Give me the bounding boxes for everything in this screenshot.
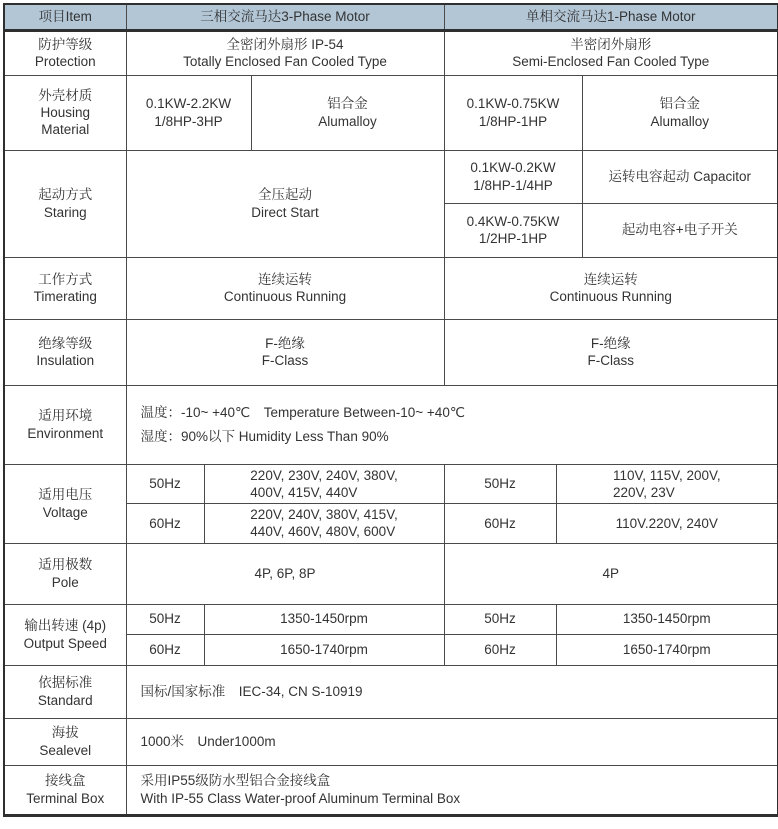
value-en: Continuous Running (223, 289, 347, 304)
label-en: Timerating (33, 289, 97, 304)
label-en: Output Speed (23, 635, 107, 651)
value-line: 1350-1450rpm (280, 611, 368, 627)
freq-label: 50Hz (149, 476, 181, 492)
label-cn: 海拔 (51, 725, 79, 741)
cell-terminal-label (4, 765, 126, 815)
cell-voltage-label (4, 464, 126, 543)
cell-terminal-value (126, 765, 778, 815)
label-en: Staring (43, 204, 87, 220)
label-cn: 适用环境 (38, 408, 93, 424)
cell-staring-label (4, 150, 126, 257)
value-line: 湿度：90%以下 Humidity Less Than 90% (140, 429, 389, 444)
cell-housing-label (4, 75, 126, 150)
label-cn: 外壳材质 (38, 87, 93, 103)
cell-speed-one-freq-60 (444, 634, 556, 665)
value-line: 220V, 240V, 380V, 415V, (250, 507, 398, 523)
cell-insulation-label (4, 319, 126, 385)
freq-label: 60Hz (484, 515, 516, 531)
cell-sealevel-label (4, 718, 126, 765)
label-cn: 适用电压 (38, 487, 93, 503)
cell-pole-label (4, 543, 126, 604)
value-en: F-Class (261, 353, 309, 368)
value-line: 1/8HP-1/4HP (473, 177, 553, 193)
label-cn: 工作方式 (38, 271, 93, 287)
cell-pole-one-phase (444, 543, 778, 604)
value-line: 400V, 415V, 440V (250, 484, 358, 500)
cell-protection-three-phase (126, 30, 444, 75)
value-line: 1350-1450rpm (622, 611, 711, 627)
cell-insulation-one-phase (444, 319, 778, 385)
value-cn: 全密闭外扇形 IP-54 (226, 36, 344, 52)
value-en: Alumalloy (318, 113, 377, 129)
cell-timerating-three-phase (126, 257, 444, 319)
label-en: Material (41, 122, 90, 138)
value-en: Totally Enclosed Fan Cooled Type (183, 54, 387, 69)
cell-pole-three-phase (126, 543, 444, 604)
row-speed-50 (4, 604, 778, 634)
cell-voltage-three-60 (204, 504, 444, 544)
header-three-phase-label: 三相交流马达3-Phase Motor (200, 9, 370, 25)
value-en: Semi-Enclosed Fan Cooled Type (512, 54, 710, 69)
cell-timerating-one-phase (444, 257, 778, 319)
value-line: 4P (602, 565, 620, 581)
value-line: 220V, 23V (612, 484, 675, 500)
value-line: 110V.220V, 240V (615, 515, 718, 531)
freq-label: 60Hz (484, 641, 516, 657)
cell-staring-one-method-1 (582, 150, 778, 203)
label-cn: 依据标准 (38, 675, 93, 691)
cell-staring-one-range-2 (444, 203, 582, 257)
row-standard (4, 665, 778, 718)
freq-label: 60Hz (149, 641, 181, 657)
row-terminal-box (4, 765, 778, 815)
value-line: 0.1KW-0.75KW (466, 96, 560, 112)
label-cn: 起动方式 (38, 187, 93, 203)
header-three-phase (126, 4, 444, 30)
value-line: 1/8HP-1HP (478, 113, 548, 129)
label-en: Pole (51, 574, 79, 590)
cell-housing-one-material (582, 75, 778, 150)
freq-label: 60Hz (149, 515, 181, 531)
value-en: Alumalloy (650, 113, 710, 129)
value-line: 温度：-10~ +40℃ Temperature Between-10~ +40℃ (140, 404, 465, 420)
cell-voltage-one-freq-60 (444, 504, 556, 544)
value-line: 0.1KW-0.2KW (470, 160, 556, 176)
cell-standard-value (126, 665, 778, 718)
cell-voltage-one-50 (556, 464, 778, 504)
cell-speed-three-freq-60 (126, 634, 204, 665)
cell-speed-label (4, 604, 126, 665)
cell-environment-label (4, 385, 126, 464)
value-line: With IP-55 Class Water-proof Aluminum Terminal Box (140, 790, 461, 806)
value-en: Continuous Running (549, 289, 672, 304)
label-en: Terminal Box (26, 790, 105, 806)
value-cn: 连续运转 (583, 271, 638, 287)
header-item-label: 项目Item (38, 9, 92, 25)
value-line: 440V, 460V, 480V, 600V (250, 524, 396, 540)
label-en: Environment (27, 425, 104, 441)
value-line: 起动电容+电子开关 (621, 222, 738, 238)
row-insulation (4, 319, 778, 385)
value-line: 1650-1740rpm (622, 641, 711, 657)
header-item (4, 4, 126, 30)
row-environment (4, 385, 778, 464)
cell-voltage-one-60 (556, 504, 778, 544)
label-en: Protection (34, 54, 96, 69)
freq-label: 50Hz (484, 476, 516, 492)
freq-label: 50Hz (149, 611, 181, 627)
cell-voltage-three-freq-60 (126, 504, 204, 544)
cell-sealevel-value (126, 718, 778, 765)
value-cn: 铝合金 (327, 96, 368, 112)
value-line: 1/8HP-3HP (154, 113, 223, 129)
label-en: Standard (37, 692, 93, 708)
label-en: Sealevel (39, 742, 92, 758)
label-cn: 绝缘等级 (38, 335, 93, 351)
row-pole (4, 543, 778, 604)
label-en: Insulation (36, 353, 95, 368)
label-en: Housing (40, 104, 91, 120)
value-line: 1650-1740rpm (280, 641, 368, 657)
value-cn: F-绝缘 (590, 335, 631, 351)
value-en: Direct Start (251, 204, 319, 220)
cell-staring-three-phase (126, 150, 444, 257)
row-housing (4, 75, 778, 150)
cell-speed-one-50 (556, 604, 778, 634)
cell-staring-one-method-2 (582, 203, 778, 257)
cell-speed-one-60 (556, 634, 778, 665)
value-cn: F-绝缘 (265, 335, 305, 351)
cell-speed-one-freq-50 (444, 604, 556, 634)
cell-speed-three-50 (204, 604, 444, 634)
label-en: Voltage (42, 504, 88, 520)
cell-housing-one-range (444, 75, 582, 150)
row-sealevel (4, 718, 778, 765)
value-cn: 半密闭外扇形 (570, 36, 652, 52)
cell-protection-label (4, 30, 126, 75)
value-cn: 全压起动 (258, 187, 312, 203)
cell-timerating-label (4, 257, 126, 319)
cell-environment-value (126, 385, 778, 464)
row-protection (4, 30, 778, 75)
value-line: 国标/国家标准 IEC-34, CN S-10919 (140, 683, 363, 699)
value-cn: 连续运转 (258, 271, 312, 287)
cell-speed-three-freq-50 (126, 604, 204, 634)
cell-voltage-three-freq-50 (126, 464, 204, 504)
label-cn: 适用极数 (38, 557, 93, 573)
cell-insulation-three-phase (126, 319, 444, 385)
header-one-phase (444, 4, 778, 30)
cell-housing-three-range (126, 75, 251, 150)
value-en: F-Class (587, 353, 635, 368)
label-cn: 防护等级 (38, 36, 93, 52)
cell-voltage-one-freq-50 (444, 464, 556, 504)
header-one-phase-label: 单相交流马达1-Phase Motor (525, 9, 696, 25)
value-cn: 铝合金 (659, 96, 701, 112)
cell-staring-one-range-1 (444, 150, 582, 203)
value-line: 0.4KW-0.75KW (466, 213, 560, 229)
value-line: 110V, 115V, 200V, (612, 467, 721, 483)
header-row (4, 4, 778, 30)
row-staring-1 (4, 150, 778, 203)
value-line: 1000米 Under1000m (140, 733, 276, 749)
value-line: 采用IP55级防水型铝合金接线盒 (140, 773, 331, 789)
cell-voltage-three-50 (204, 464, 444, 504)
value-line: 4P, 6P, 8P (254, 565, 316, 581)
value-line: 运转电容起动 Capacitor (608, 168, 752, 184)
cell-protection-one-phase (444, 30, 778, 75)
freq-label: 50Hz (484, 611, 516, 627)
row-timerating (4, 257, 778, 319)
motor-spec-table (3, 3, 778, 817)
value-line: 0.1KW-2.2KW (145, 96, 232, 112)
cell-housing-three-material (251, 75, 444, 150)
row-voltage-50 (4, 464, 778, 504)
cell-speed-three-60 (204, 634, 444, 665)
label-cn: 接线盒 (45, 773, 86, 789)
value-line: 1/2HP-1HP (478, 231, 548, 246)
label-cn: 输出转速 (4p) (24, 618, 107, 634)
value-line: 220V, 230V, 240V, 380V, (250, 467, 398, 483)
cell-standard-label (4, 665, 126, 718)
